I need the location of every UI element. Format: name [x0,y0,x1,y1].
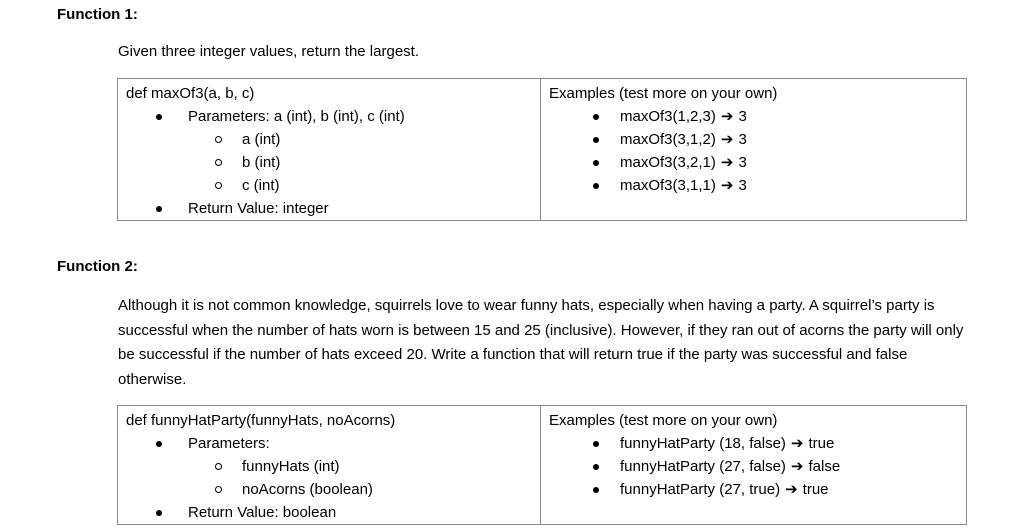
sub-param-text: noAcorns (boolean) [242,481,373,498]
sub-param-text: b (int) [242,154,281,171]
arrow-right-icon: ➔ [785,481,798,498]
arrow-right-icon: ➔ [720,177,734,194]
bullet-icon [593,183,599,189]
function-2-spec-table [117,405,967,525]
example-item [549,174,958,197]
function-2-sub-param [126,455,532,478]
function-2-return-item [126,501,532,524]
function-2-examples-cell [541,406,967,525]
example-result: 3 [738,154,747,171]
function-1-description: Given three integer values, return the largest. [118,43,419,60]
example-call: maxOf3(3,2,1) [620,154,716,171]
example-result: 3 [738,131,747,148]
function-1-parameters-item [126,105,532,128]
function-1-examples-cell [541,79,967,221]
example-item [549,455,958,478]
example-call: funnyHatParty (27, true) [620,481,781,498]
function-2-sub-param [126,478,532,501]
sub-param-text: a (int) [242,131,281,148]
sub-param-text: funnyHats (int) [242,458,340,475]
example-item [549,478,958,501]
example-item [549,128,958,151]
function-1-sub-param [126,174,532,197]
bullet-icon [593,464,599,470]
bullet-icon [156,510,162,516]
bullet-icon [593,137,599,143]
function-1-return-text: Return Value: integer [188,200,329,217]
function-2-signature: def funnyHatParty(funnyHats, noAcorns) [126,412,396,429]
example-item [549,151,958,174]
function-2-signature-cell [118,406,541,525]
circle-bullet-icon [215,159,222,166]
function-2-heading: Function 2: [57,258,138,275]
circle-bullet-icon [215,463,222,470]
bullet-icon [593,441,599,447]
example-call: funnyHatParty (27, false) [620,458,786,475]
example-call: maxOf3(3,1,1) [620,177,716,194]
sub-param-text: c (int) [242,177,280,194]
function-1-spec-table [117,78,967,221]
function-1-signature: def maxOf3(a, b, c) [126,85,255,102]
function-2-description: Although it is not common knowledge, squirrels love to wear funny hats, especially when having a party. A squirrel’s party is successful when the number of hats worn is between 15 and 25 (inclusive). However, if they ran out of acorns the party will only be successful if the number of hats exceed 20. Write a function that will return true if the party was successful and false otherwise. [118,297,964,388]
example-result: 3 [738,108,747,125]
arrow-right-icon: ➔ [720,154,734,171]
bullet-icon [156,206,162,212]
function-1-signature-cell [118,79,541,221]
function-2-examples-header: Examples (test more on your own) [549,412,778,429]
example-item [549,105,958,128]
bullet-icon [593,114,599,120]
arrow-right-icon: ➔ [790,435,804,452]
function-1-examples-header: Examples (test more on your own) [549,85,778,102]
bullet-icon [593,487,599,493]
arrow-right-icon: ➔ [790,458,804,475]
circle-bullet-icon [215,136,222,143]
example-call: maxOf3(3,1,2) [620,131,716,148]
example-result: true [808,435,835,452]
arrow-right-icon: ➔ [720,108,734,125]
function-1-return-item [126,197,532,220]
circle-bullet-icon [215,182,222,189]
example-item [549,432,958,455]
example-result: 3 [738,177,747,194]
function-2-parameters-item [126,432,532,455]
function-1-parameters-text: Parameters: a (int), b (int), c (int) [188,108,405,125]
bullet-icon [593,160,599,166]
bullet-icon [156,441,162,447]
function-2-parameters-text: Parameters: [188,435,270,452]
circle-bullet-icon [215,486,222,493]
example-call: funnyHatParty (18, false) [620,435,786,452]
bullet-icon [156,114,162,120]
example-result: false [808,458,841,475]
function-1-sub-param [126,151,532,174]
function-2-return-text: Return Value: boolean [188,504,337,521]
function-1-sub-param [126,128,532,151]
arrow-right-icon: ➔ [720,131,734,148]
example-call: maxOf3(1,2,3) [620,108,716,125]
example-result: true [802,481,829,498]
function-1-heading: Function 1: [57,6,138,23]
